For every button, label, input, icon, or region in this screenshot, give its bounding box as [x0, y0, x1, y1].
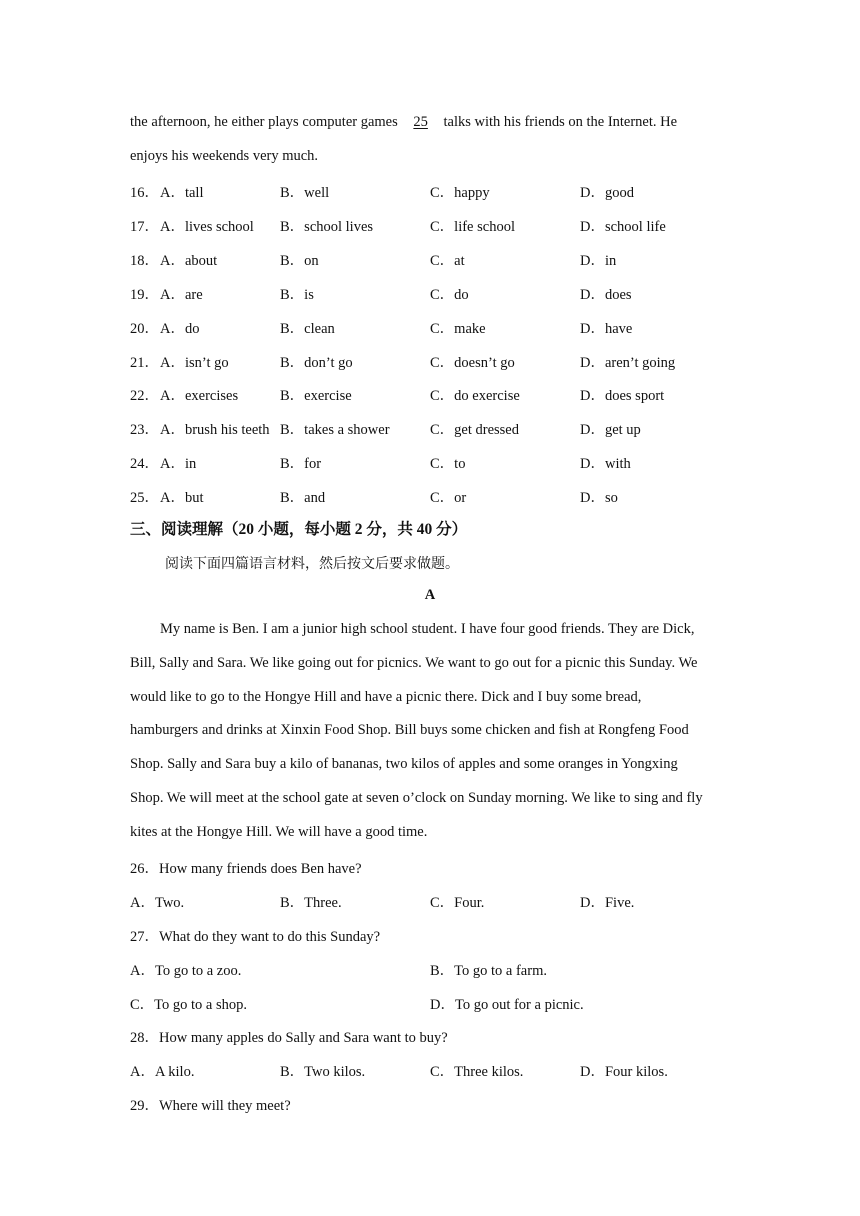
cloze-question-20 — [130, 317, 750, 337]
option-b[interactable]: B．school lives — [280, 219, 374, 235]
cloze-question-16 — [130, 181, 750, 201]
passage-line: would like to go to the Hongye Hill and have a picnic there. Dick and I buy some bread, — [130, 689, 642, 705]
passage-line: Shop. We will meet at the school gate at seven o’clock on Sunday morning. We like to sing and fly — [130, 790, 703, 806]
option-c[interactable]: C．do — [430, 287, 469, 303]
option-d[interactable]: D．aren’t going — [580, 355, 676, 371]
option-d[interactable]: D．have — [580, 321, 633, 337]
question-stem-29: 29．Where will they meet? — [130, 1098, 291, 1114]
passage-line: My name is Ben. I am a junior high school student. I have four good friends. They are Dick, — [160, 621, 695, 637]
blank-25: 25 — [413, 114, 428, 130]
cloze-question-19 — [130, 283, 750, 303]
option-d[interactable]: D．school life — [580, 219, 666, 235]
cloze-question-24 — [130, 452, 750, 472]
section-instruction: 阅读下面四篇语言材料，然后按文后要求做题。 — [165, 557, 459, 572]
option-c[interactable]: C．life school — [430, 219, 515, 235]
option-c[interactable]: C．doesn’t go — [430, 355, 515, 371]
option-a[interactable]: A．in — [160, 456, 197, 472]
option-d[interactable]: D．so — [580, 490, 618, 506]
option-a[interactable]: A．A kilo. — [130, 1064, 195, 1080]
question-number: 16． — [130, 185, 159, 201]
question-number: 24． — [130, 456, 159, 472]
cloze-question-22 — [130, 384, 750, 404]
option-a[interactable]: A．but — [160, 490, 204, 506]
passage-line: kites at the Hongye Hill. We will have a good time. — [130, 824, 428, 840]
question-stem-26: 26．How many friends does Ben have? — [130, 861, 362, 877]
option-c[interactable]: C．happy — [430, 185, 490, 201]
option-c[interactable]: C．To go to a shop. — [130, 997, 247, 1013]
question-number: 20． — [130, 321, 159, 337]
text-segment: the afternoon, he either plays computer games — [130, 114, 402, 130]
question-number: 17． — [130, 219, 159, 235]
option-d[interactable]: D．Four kilos. — [580, 1064, 668, 1080]
passage-line: hamburgers and drinks at Xinxin Food Shop. Bill buys some chicken and fish at Rongfeng Food — [130, 722, 689, 738]
option-d[interactable]: D．good — [580, 185, 634, 201]
option-b[interactable]: B．clean — [280, 321, 335, 337]
answer-row-26 — [130, 891, 750, 911]
option-c[interactable]: C．do exercise — [430, 388, 520, 404]
option-d[interactable]: D．Five. — [580, 895, 635, 911]
option-a[interactable]: A．brush his teeth — [160, 422, 270, 438]
option-c[interactable]: C．or — [430, 490, 467, 506]
option-b[interactable]: B．and — [280, 490, 326, 506]
option-a[interactable]: A．To go to a zoo. — [130, 963, 242, 979]
option-b[interactable]: B．don’t go — [280, 355, 353, 371]
option-c[interactable]: C．get dressed — [430, 422, 519, 438]
question-number: 23． — [130, 422, 159, 438]
passage-line: enjoys his weekends very much. — [130, 148, 319, 164]
option-b[interactable]: B．To go to a farm. — [430, 963, 547, 979]
question-number: 22． — [130, 388, 159, 404]
option-c[interactable]: C．Three kilos. — [430, 1064, 524, 1080]
option-a[interactable]: A．about — [160, 253, 218, 269]
option-a[interactable]: A．lives school — [160, 219, 254, 235]
answer-row-27b — [130, 993, 750, 1013]
option-c[interactable]: C．to — [430, 456, 466, 472]
passage-label: A — [424, 587, 436, 603]
cloze-question-23 — [130, 418, 750, 438]
option-c[interactable]: C．at — [430, 253, 465, 269]
option-d[interactable]: D．in — [580, 253, 617, 269]
cloze-question-18 — [130, 249, 750, 269]
option-b[interactable]: B．Three. — [280, 895, 342, 911]
question-number: 25． — [130, 490, 159, 506]
passage-line: Shop. Sally and Sara buy a kilo of bananas, two kilos of apples and some oranges in Yongxing — [130, 756, 678, 772]
option-a[interactable]: A．tall — [160, 185, 204, 201]
option-b[interactable]: B．is — [280, 287, 314, 303]
question-number: 19． — [130, 287, 159, 303]
cloze-question-21 — [130, 351, 750, 371]
question-stem-28: 28．How many apples do Sally and Sara want to buy? — [130, 1030, 448, 1046]
option-c[interactable]: C．make — [430, 321, 486, 337]
option-b[interactable]: B．for — [280, 456, 322, 472]
section-heading: 三、阅读理解（20 小题，每小题 2 分，共 40 分） — [130, 521, 468, 538]
option-a[interactable]: A．are — [160, 287, 203, 303]
option-d[interactable]: D．does — [580, 287, 632, 303]
cloze-question-25 — [130, 486, 750, 506]
option-d[interactable]: D．with — [580, 456, 631, 472]
question-stem-27: 27．What do they want to do this Sunday? — [130, 929, 381, 945]
answer-row-28 — [130, 1060, 750, 1080]
option-a[interactable]: A．do — [160, 321, 200, 337]
text-segment: talks with his friends on the Internet. He — [439, 114, 678, 130]
option-a[interactable]: A．isn’t go — [160, 355, 229, 371]
option-b[interactable]: B．exercise — [280, 388, 352, 404]
option-d[interactable]: D．does sport — [580, 388, 665, 404]
cloze-question-17 — [130, 215, 750, 235]
question-number: 18． — [130, 253, 159, 269]
option-b[interactable]: B．Two kilos. — [280, 1064, 366, 1080]
passage-line — [130, 114, 677, 131]
option-a[interactable]: A．exercises — [160, 388, 239, 404]
option-a[interactable]: A．Two. — [130, 895, 185, 911]
option-d[interactable]: D．get up — [580, 422, 641, 438]
option-b[interactable]: B．takes a shower — [280, 422, 390, 438]
passage-line: Bill, Sally and Sara. We like going out for picnics. We want to go out for a picnic this Sunday. We — [130, 655, 698, 671]
question-number: 21． — [130, 355, 159, 371]
option-b[interactable]: B．on — [280, 253, 319, 269]
option-c[interactable]: C．Four. — [430, 895, 485, 911]
option-b[interactable]: B．well — [280, 185, 330, 201]
option-d[interactable]: D．To go out for a picnic. — [430, 997, 584, 1013]
answer-row-27a — [130, 959, 750, 979]
